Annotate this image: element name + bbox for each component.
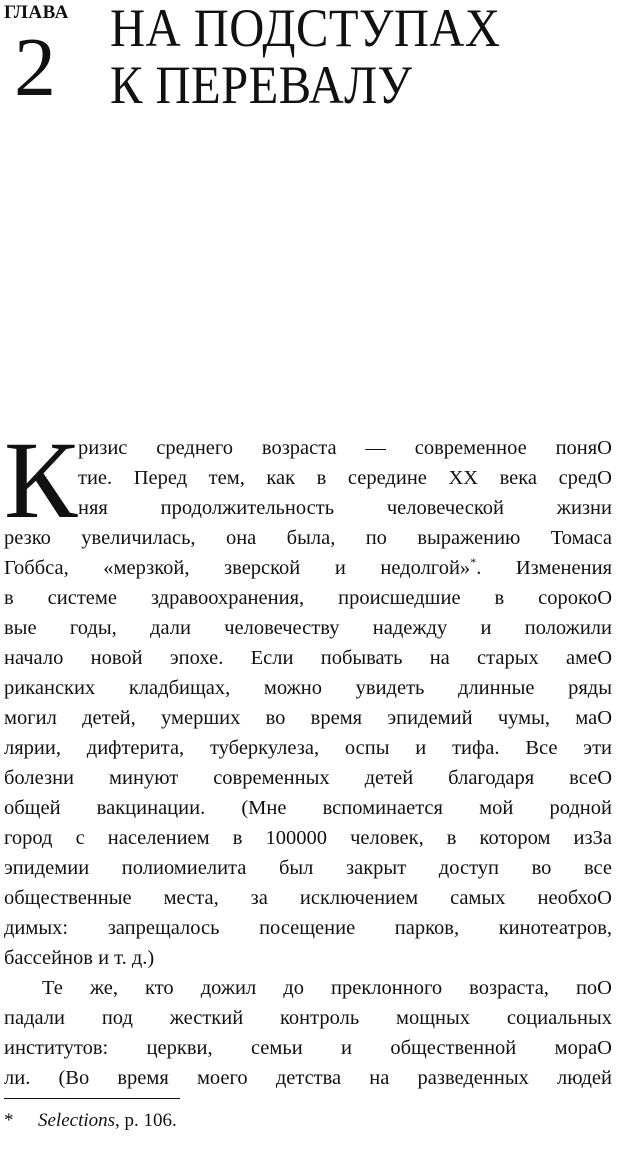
text-line: резко увеличилась, она была, по выражению Томаса — [4, 527, 612, 549]
text-line: ли. (Во время моего детства на разведенных людей — [4, 1067, 612, 1089]
text-line: тие. Перед тем, как в середине XX века средО — [78, 467, 612, 489]
text-line: падали под жесткий контроль мощных социальных — [4, 1007, 612, 1029]
text-line: ризис среднего возраста — современное поняО — [78, 437, 612, 459]
text-line: общей вакцинации. (Мне вспоминается мой родной — [4, 797, 612, 819]
text-line: институтов: церкви, семьи и общественной мораО — [4, 1037, 612, 1059]
text-line: общественные места, за исключением самых необхоО — [4, 887, 612, 909]
footnote-source-title: Selections — [38, 1110, 116, 1131]
footnote-divider — [4, 1098, 180, 1099]
body-text — [4, 419, 612, 1093]
text-line: город с населением в 100000 человек, в котором изЗа — [4, 827, 612, 849]
text-line: эпидемии полиомиелита был закрыт доступ во все — [4, 857, 612, 879]
chapter-title-line-1: НА ПОДСТУПАХ — [110, 0, 501, 58]
footnote-mark: * — [4, 1110, 14, 1131]
chapter-number: 2 — [14, 21, 56, 114]
text-line: вые годы, дали человечеству надежду и положили — [4, 617, 612, 639]
footnote-page: , p. 106. — [115, 1110, 177, 1131]
text-line-with-footnote — [4, 553, 612, 583]
text-line: начало новой эпохе. Если побывать на старых амеО — [4, 647, 612, 669]
text-line: риканских кладбищах, можно увидеть длинные ряды — [4, 677, 612, 699]
text-line: бассейнов и т. д.) — [4, 947, 155, 969]
footnote — [4, 1108, 177, 1134]
text-segment: Гоббса, «мерзкой, зверской и недолгой» — [4, 557, 471, 579]
footnote-reference[interactable]: * — [470, 555, 477, 570]
text-line: лярии, дифтерита, туберкулеза, оспы и тифа. Все эти — [4, 737, 612, 759]
chapter-title-line-2: К ПЕРЕВАЛУ — [110, 55, 413, 115]
text-line: в системе здравоохранения, происшедшие в сорокоО — [4, 587, 612, 609]
chapter-title — [110, 0, 500, 114]
text-line: могил детей, умерших во время эпидемий чумы, маО — [4, 707, 612, 729]
text-line: димых: запрещалось посещение парков, кинотеатров, — [4, 917, 612, 939]
text-line: Те же, кто дожил до преклонного возраста, поО — [42, 977, 612, 999]
text-segment: . Изменения — [476, 557, 612, 579]
drop-cap: К — [4, 419, 78, 541]
text-line: болезни минуют современных детей благодаря всеО — [4, 767, 612, 789]
text-line: няя продолжительность человеческой жизни — [78, 497, 612, 519]
chapter-label: ГЛАВА — [4, 2, 69, 23]
